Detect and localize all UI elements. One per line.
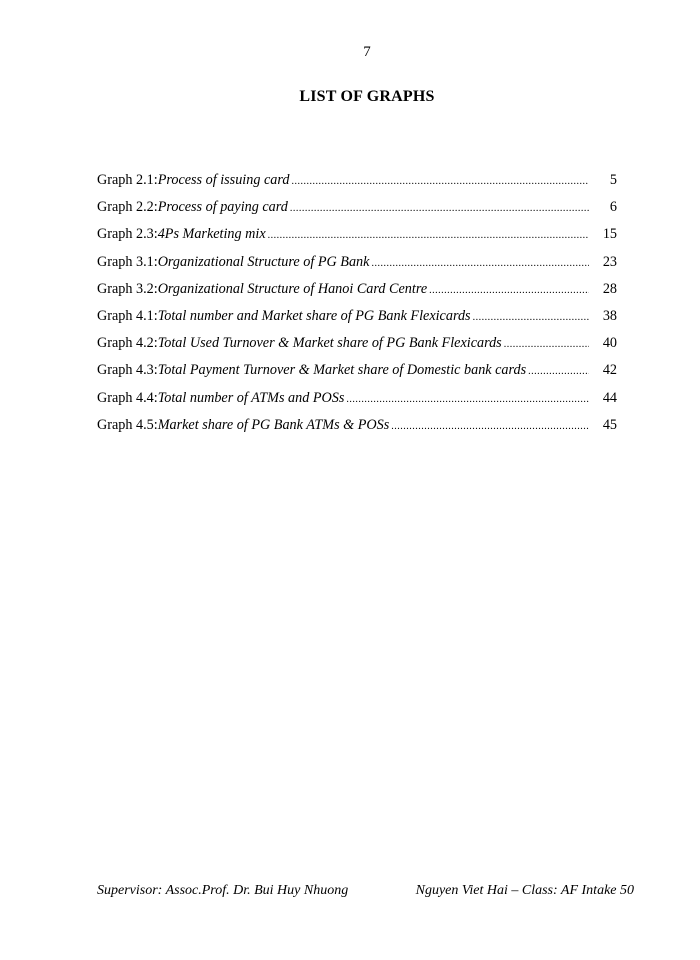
graph-title: Total Payment Turnover & Market share of Domestic bank cards [157, 362, 527, 379]
graph-entry[interactable] [97, 390, 617, 417]
page-ref: 38 [602, 307, 617, 324]
graph-entry[interactable] [97, 335, 617, 362]
graph-number: Graph 4.3: [97, 362, 158, 379]
graph-title: Organizational Structure of PG Bank [157, 253, 370, 270]
graph-number: Graph 3.1: [97, 253, 158, 270]
page-footer [97, 883, 634, 899]
graph-title: Process of paying card [157, 199, 288, 216]
graph-entry[interactable] [97, 417, 617, 444]
page-ref: 23 [602, 253, 617, 270]
dot-leader [290, 203, 589, 214]
footer-author: Nguyen Viet Hai – Class: AF Intake 50 [415, 883, 634, 898]
dot-leader [291, 176, 589, 187]
dot-leader [504, 339, 589, 350]
dot-leader [371, 258, 589, 269]
graph-number: Graph 4.1: [97, 307, 158, 324]
graph-entry[interactable] [97, 226, 617, 253]
graph-entry[interactable] [97, 172, 617, 199]
graph-entry[interactable] [97, 281, 617, 308]
page-title: LIST OF GRAPHS [299, 88, 435, 105]
graph-number: Graph 2.1: [97, 172, 158, 188]
graph-entry[interactable] [97, 254, 617, 281]
page-ref: 6 [609, 199, 617, 216]
graph-number: Graph 4.2: [97, 335, 158, 352]
graph-number: Graph 2.2: [97, 199, 158, 216]
dot-leader [268, 230, 589, 241]
graph-entry[interactable] [97, 199, 617, 226]
page-ref: 42 [602, 362, 617, 379]
dot-leader [473, 312, 589, 323]
page-ref: 15 [602, 226, 617, 243]
graph-title: Total number of ATMs and POSs [157, 389, 345, 406]
dot-leader [528, 366, 589, 377]
graph-number: Graph 4.4: [97, 389, 158, 406]
graph-list [97, 172, 617, 444]
dot-leader [346, 394, 589, 405]
dot-leader [391, 421, 589, 432]
page-ref: 44 [602, 389, 617, 406]
graph-title: Process of issuing card [157, 172, 290, 188]
graph-title: Organizational Structure of Hanoi Card Centre [157, 280, 428, 297]
graph-number: Graph 4.5: [97, 416, 158, 433]
graph-title: 4Ps Marketing mix [157, 226, 266, 243]
graph-entry[interactable] [97, 308, 617, 335]
page-number: 7 [363, 44, 371, 60]
page-ref: 28 [602, 280, 617, 297]
graph-title: Total Used Turnover & Market share of PG Bank Flexicards [157, 335, 502, 352]
page-ref: 5 [609, 172, 617, 188]
graph-number: Graph 2.3: [97, 226, 158, 243]
footer-supervisor: Supervisor: Assoc.Prof. Dr. Bui Huy Nhuong [97, 883, 349, 898]
graph-entry[interactable] [97, 362, 617, 389]
graph-title: Market share of PG Bank ATMs & POSs [157, 416, 390, 433]
dot-leader [429, 285, 589, 296]
page-ref: 45 [602, 416, 617, 433]
graph-number: Graph 3.2: [97, 280, 158, 297]
page-ref: 40 [602, 335, 617, 352]
graph-title: Total number and Market share of PG Bank Flexicards [157, 307, 471, 324]
